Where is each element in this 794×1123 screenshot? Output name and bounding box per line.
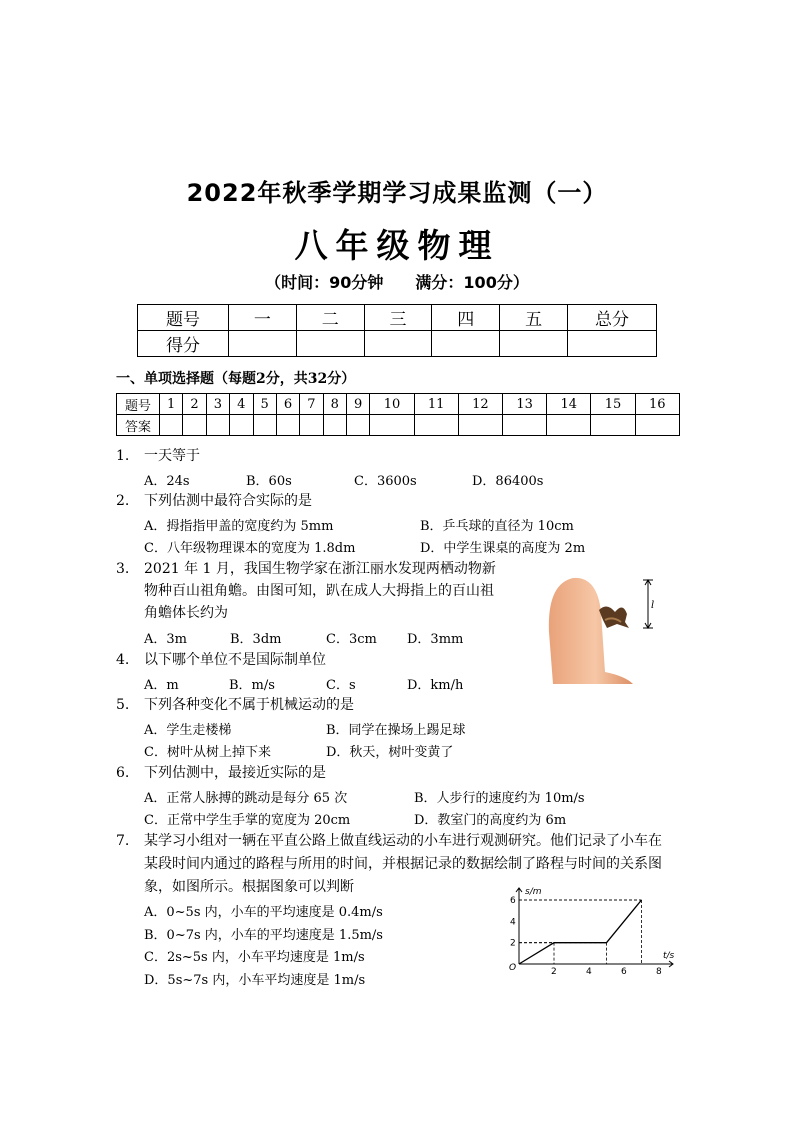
option[interactable]: C．s [326,678,356,693]
score-input[interactable] [229,331,297,357]
answer-input-cell[interactable] [591,415,635,436]
thumb-shape [549,578,633,684]
answer-number-cell: 11 [414,394,458,415]
answer-input-cell[interactable] [347,415,370,436]
x-tick-label: 6 [621,967,627,977]
question-stem: 下列各种变化不属于机械运动的是 [144,697,354,713]
x-tick-label: 2 [551,967,557,977]
score-cell: 三 [364,305,432,331]
y-axis-label: s/m [525,887,542,897]
answer-input-cell[interactable] [323,415,346,436]
answer-number-cell: 2 [183,394,206,415]
answer-input-cell[interactable] [414,415,458,436]
question-3 [116,558,496,580]
answer-number-cell: 15 [591,394,635,415]
option[interactable]: B．60s [246,474,292,489]
origin-label: O [509,963,517,973]
time-info: （时间：90分钟 满分：100分） [265,273,529,292]
option[interactable]: A．学生走楼梯 [144,723,232,738]
answer-number-cell: 14 [547,394,591,415]
score-cell: 题号 [138,305,229,331]
answer-input-cell[interactable] [370,415,414,436]
distance-time-chart [505,884,685,984]
answer-number-cell: 6 [276,394,299,415]
option[interactable]: C．正常中学生手掌的宽度为 20cm [144,813,351,828]
question-stem-line: 某段时间内通过的路程与所用的时间，并根据记录的数据绘制了路程与时间的关系图 [144,856,662,872]
answer-input-cell[interactable] [502,415,546,436]
option[interactable]: A．m [144,678,179,693]
question-number: 6. [116,765,130,781]
answer-number-row [117,394,680,415]
score-input[interactable] [364,331,432,357]
score-cell: 五 [500,305,568,331]
question-number: 1. [116,448,130,464]
question-stem-line: 象，如图所示。根据图象可以判断 [144,879,354,895]
option[interactable]: C．2s~5s 内，小车平均速度是 1m/s [144,950,365,965]
answer-input-cell[interactable] [206,415,229,436]
answer-input-cell[interactable] [300,415,323,436]
option[interactable]: C．3cm [326,632,377,647]
x-axis-label: t/s [663,951,675,961]
option[interactable]: D．86400s [472,474,544,489]
answer-header: 题号 [117,394,160,415]
answer-row [117,415,680,436]
answer-input-cell[interactable] [183,415,206,436]
option[interactable]: D．km/h [407,678,464,693]
answer-table [116,393,680,436]
question-number: 3. [116,561,130,577]
question-number: 2. [116,493,130,509]
answer-number-cell: 4 [230,394,253,415]
option[interactable]: C．树叶从树上掉下来 [144,745,271,760]
score-input[interactable] [500,331,568,357]
answer-input-cell[interactable] [635,415,679,436]
y-tick-label: 4 [510,917,516,928]
x-tick-label: 8 [656,967,662,977]
score-input[interactable] [296,331,364,357]
option[interactable]: C．八年级物理课本的宽度为 1.8dm [144,541,356,556]
option[interactable]: D．5s~7s 内，小车平均速度是 1m/s [144,973,366,988]
toad-shape [599,606,629,628]
score-table [137,304,657,357]
answer-number-cell: 10 [370,394,414,415]
x-tick-label: 4 [586,967,592,977]
answer-number-cell: 3 [206,394,229,415]
question-7 [116,830,662,852]
option[interactable]: A．3m [144,632,187,647]
score-header-row [138,305,657,331]
question-6 [116,762,326,784]
question-4 [116,649,326,671]
score-cell: 四 [432,305,500,331]
question-number: 4. [116,652,130,668]
option[interactable]: B．乒乓球的直径为 10cm [420,519,574,534]
score-cell: 二 [296,305,364,331]
question-stem: 以下哪个单位不是国际制单位 [144,652,326,668]
option[interactable]: B．0~7s 内，小车的平均速度是 1.5m/s [144,928,383,943]
option[interactable]: D．中学生课桌的高度为 2m [420,541,586,556]
subject-title: 八年级物理 [294,226,500,265]
length-label: l [651,600,655,611]
score-input[interactable] [432,331,500,357]
question-stem-line: 物种百山祖角蟾。由图可知，趴在成人大拇指上的百山祖 [144,583,494,599]
thumb-toad-figure [545,572,665,684]
option[interactable]: B．m/s [229,678,275,693]
answer-label: 答案 [117,415,160,436]
question-stem-line: 2021 年 1 月，我国生物学家在浙江丽水发现两栖动物新 [144,561,496,577]
answer-number-cell: 9 [347,394,370,415]
y-tick-label: 6 [510,896,516,906]
question-stem-line: 角蟾体长约为 [144,605,228,621]
answer-number-cell: 8 [323,394,346,415]
option[interactable]: D．3mm [407,632,464,647]
answer-input-cell[interactable] [230,415,253,436]
answer-input-cell[interactable] [547,415,591,436]
answer-number-cell: 16 [635,394,679,415]
answer-number-cell: 7 [300,394,323,415]
option[interactable]: B．3dm [230,632,282,647]
answer-input-cell[interactable] [276,415,299,436]
question-stem: 一天等于 [144,448,200,464]
option[interactable]: A．24s [144,474,190,489]
question-stem: 下列估测中最符合实际的是 [144,493,312,509]
question-1 [116,445,200,467]
option[interactable]: C．3600s [354,474,417,489]
section-heading: 一、单项选择题（每题2分，共32分） [116,371,356,387]
option[interactable]: A．拇指指甲盖的宽度约为 5mm [144,519,334,534]
answer-input-cell[interactable] [458,415,502,436]
answer-number-cell: 13 [502,394,546,415]
option[interactable]: B．同学在操场上踢足球 [326,723,466,738]
question-2 [116,490,312,512]
option[interactable]: D．教室门的高度约为 6m [414,813,567,828]
score-input[interactable] [568,331,657,357]
series-line [519,900,642,964]
score-cell: 一 [229,305,297,331]
question-stem: 下列估测中，最接近实际的是 [144,765,326,781]
answer-number-cell: 5 [253,394,276,415]
score-cell: 总分 [568,305,657,331]
question-5 [116,694,354,716]
question-number: 7. [116,833,130,849]
answer-input-cell[interactable] [160,415,183,436]
answer-input-cell[interactable] [253,415,276,436]
y-tick-label: 2 [510,938,516,949]
option[interactable]: B．人步行的速度约为 10m/s [414,791,585,806]
answer-number-cell: 1 [160,394,183,415]
exam-title: 2022年秋季学期学习成果监测（一） [186,179,608,207]
option[interactable]: A．0~5s 内，小车的平均速度是 0.4m/s [144,905,383,920]
answer-number-cell: 12 [458,394,502,415]
question-stem-line: 某学习小组对一辆在平直公路上做直线运动的小车进行观测研究。他们记录了小车在 [144,833,662,849]
option[interactable]: D．秋天，树叶变黄了 [326,745,454,760]
score-value-row [138,331,657,357]
option[interactable]: A．正常人脉搏的跳动是每分 65 次 [144,791,348,806]
question-number: 5. [116,697,130,713]
score-label: 得分 [138,331,229,357]
